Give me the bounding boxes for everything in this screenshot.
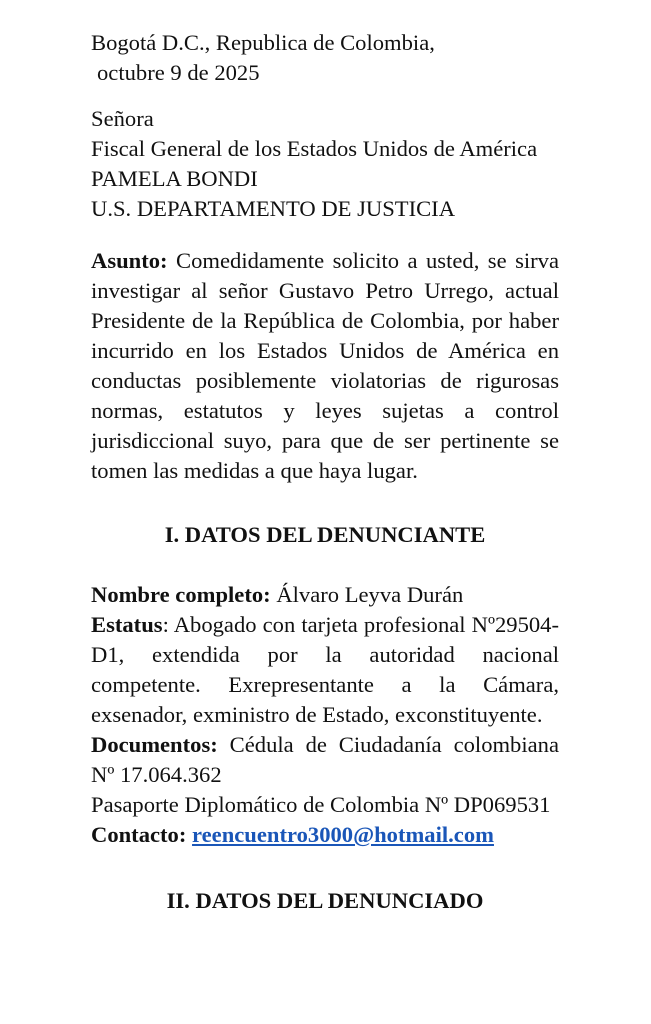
status-label: Estatus <box>91 612 163 637</box>
documents-value: Cédula de Ciudadanía colombiana Nº 17.064.362 <box>91 732 559 787</box>
full-name-row <box>91 580 559 610</box>
letter-header <box>91 28 559 88</box>
subject-paragraph <box>91 246 559 486</box>
letter-page <box>91 28 559 916</box>
full-name-label: Nombre completo: <box>91 582 271 607</box>
documents-label: Documentos: <box>91 732 218 757</box>
recipient-title: Fiscal General de los Estados Unidos de América <box>91 136 538 161</box>
complainant-details <box>91 580 559 850</box>
status-row: Estatus: Abogado con tarjeta profesional Nº29504-D1, extendida por la autoridad nacional competente. Exrepresentante a la Cámara, exsenador, exministro de Estado, exconstituyente. <box>91 612 559 727</box>
date-line: octubre 9 de 2025 <box>97 60 260 85</box>
passport-row: Pasaporte Diplomático de Colombia Nº DP069531 <box>91 792 551 817</box>
recipient-name: PAMELA BONDI <box>91 166 258 191</box>
status-value: Abogado con tarjeta profesional Nº29504-D1, extendida por la autoridad nacional competente. Exrepresentante a la Cámara, exsenador, exministro de Estado, exconstituyente. <box>91 612 559 727</box>
contact-email-link[interactable]: reencuentro3000@hotmail.com <box>192 822 494 847</box>
full-name-value: Álvaro Leyva Durán <box>276 582 464 607</box>
section-heading-denunciante: I. DATOS DEL DENUNCIANTE <box>164 522 486 547</box>
recipient-salutation: Señora <box>91 106 154 131</box>
subject-text: Comedidamente solicito a usted, se sirva investigar al señor Gustavo Petro Urrego, actual Presidente de la República de Colombia, por haber incurrido en los Estados Unidos de América en conductas posiblemente violatorias de rigurosas normas, estatutos y leyes sujetas a control jurisdiccional suyo, para que de ser pertinente se tomen las medidas a que haya lugar. <box>91 248 559 483</box>
contact-label: Contacto: <box>91 822 187 847</box>
recipient-department: U.S. DEPARTAMENTO DE JUSTICIA <box>91 196 456 221</box>
contact-row <box>91 820 559 850</box>
subject-label: Asunto: <box>91 248 168 273</box>
city-line: Bogotá D.C., Republica de Colombia, <box>91 30 435 55</box>
documents-row <box>91 730 559 790</box>
recipient-block <box>91 104 559 224</box>
section-heading-denunciado: II. DATOS DEL DENUNCIADO <box>166 888 484 913</box>
